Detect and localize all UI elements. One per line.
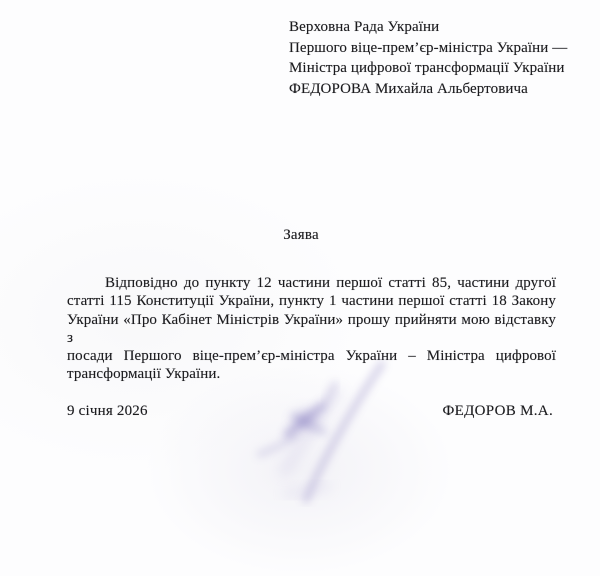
recipient-line: Першого віце-прем’єр-міністра України — <box>289 39 568 56</box>
body-line: України «Про Кабінет Міністрів України» прошу прийняти мою відставку з <box>67 311 556 346</box>
body-paragraph <box>67 274 556 384</box>
recipient-line: Верховна Рада України <box>289 19 440 35</box>
body-line: посади Першого віце-прем’єр-міністра України – Міністра цифрової <box>67 348 556 365</box>
body-line: статті 115 Конституції України, пункту 1 частини першої статті 18 Закону <box>67 293 556 310</box>
recipient-line: Міністра цифрової трансформації України <box>289 60 565 77</box>
signatory-name: ФЕДОРОВ М.А. <box>442 403 553 419</box>
date-text: 9 січня 2026 <box>67 403 148 419</box>
document-title: Заява <box>283 227 319 243</box>
recipient-line: ФЕДОРОВА Михайла Альбертовича <box>289 80 528 97</box>
recipient-block <box>289 17 579 99</box>
body-line: Відповідно до пункту 12 частини першої статті 85, частини другої <box>105 275 556 291</box>
body-line: трансформації України. <box>67 366 221 383</box>
